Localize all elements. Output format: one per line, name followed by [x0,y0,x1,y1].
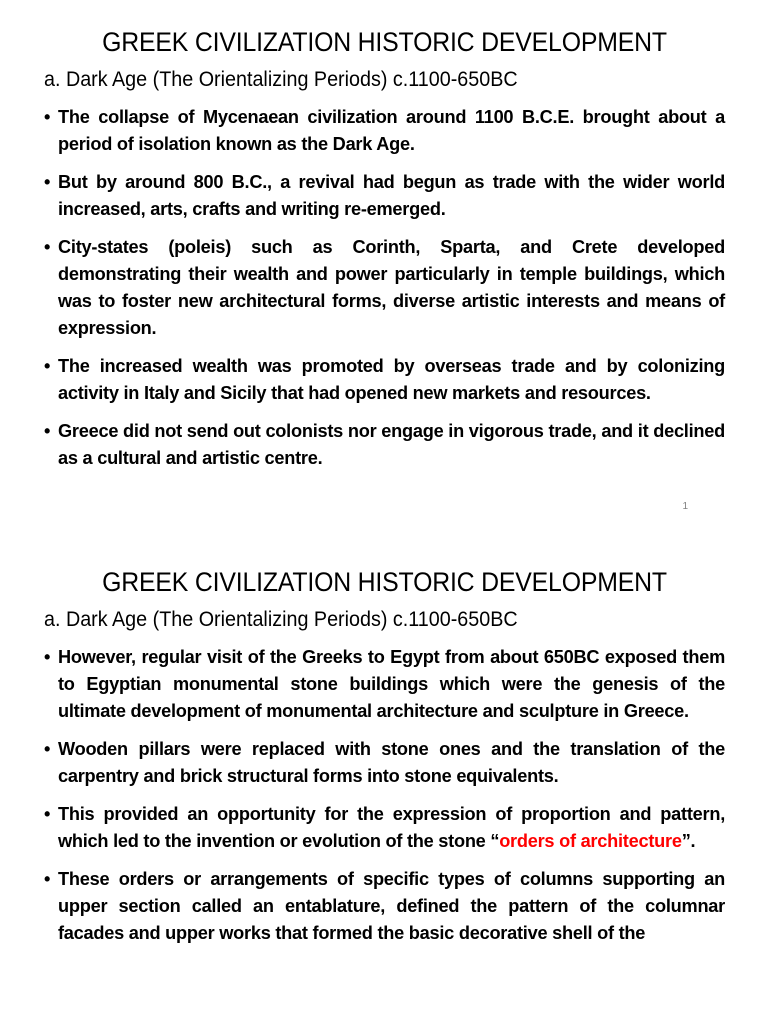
slide-subtitle: a. Dark Age (The Orientalizing Periods) c.1100-650BC [44,68,518,91]
slide-title: GREEK CIVILIZATION HISTORIC DEVELOPMENT [102,27,667,57]
bullet-text: Greece did not send out colonists nor engage in vigorous trade, and it declined as a cultural and artistic centre. [58,421,725,468]
slide-1 [0,26,768,526]
bullet-dot: • [44,172,51,192]
bullet-list [44,644,725,947]
highlighted-term: orders of architecture [499,831,682,851]
bullet-item [44,104,725,158]
bullet-text-before: This provided an opportunity for the expression of proportion and pattern, which led to the invention or evolution of the stone “ [58,804,725,851]
bullet-text: City-states (poleis) such as Corinth, Sparta, and Crete developed demonstrating their wealth and power particularly in temple buildings, which was to foster new architectural forms, diverse artistic interests and means of expression. [58,237,725,338]
bullet-text: Wooden pillars were replaced with stone ones and the translation of the carpentry and brick structural forms into stone equivalents. [58,739,725,786]
bullet-item [44,169,725,223]
bullet-dot: • [44,647,51,667]
bullet-text: The increased wealth was promoted by overseas trade and by colonizing activity in Italy and Sicily that had opened new markets and resources. [58,356,725,403]
bullet-item [44,736,725,790]
bullet-dot: • [44,869,51,889]
bullet-list [44,104,725,472]
page-number: 1 [682,501,688,512]
slide-title: GREEK CIVILIZATION HISTORIC DEVELOPMENT [102,567,667,597]
bullet-text: But by around 800 B.C., a revival had begun as trade with the wider world increased, arts, crafts and writing re-emerged. [58,172,725,219]
bullet-dot: • [44,237,51,257]
bullet-item [44,418,725,472]
bullet-text: However, regular visit of the Greeks to Egypt from about 650BC exposed them to Egyptian monumental stone buildings which were the genesis of the ultimate development of monumental architecture and sculpture in Greece. [58,647,725,721]
slide-2 [0,566,768,1024]
bullet-dot: • [44,739,51,759]
bullet-dot: • [44,804,51,824]
bullet-item [44,866,725,947]
bullet-item [44,801,725,855]
bullet-text: These orders or arrangements of specific types of columns supporting an upper section called an entablature, defined the pattern of the columnar facades and upper works that formed the basic decorative shell of the [58,869,725,943]
bullet-dot: • [44,421,51,441]
bullet-dot: • [44,356,51,376]
bullet-item [44,234,725,342]
bullet-item [44,644,725,725]
bullet-text-after: ”. [681,831,696,851]
bullet-text: The collapse of Mycenaean civilization around 1100 B.C.E. brought about a period of isolation known as the Dark Age. [58,107,725,154]
bullet-dot: • [44,107,51,127]
slide-subtitle: a. Dark Age (The Orientalizing Periods) c.1100-650BC [44,608,518,631]
bullet-item [44,353,725,407]
